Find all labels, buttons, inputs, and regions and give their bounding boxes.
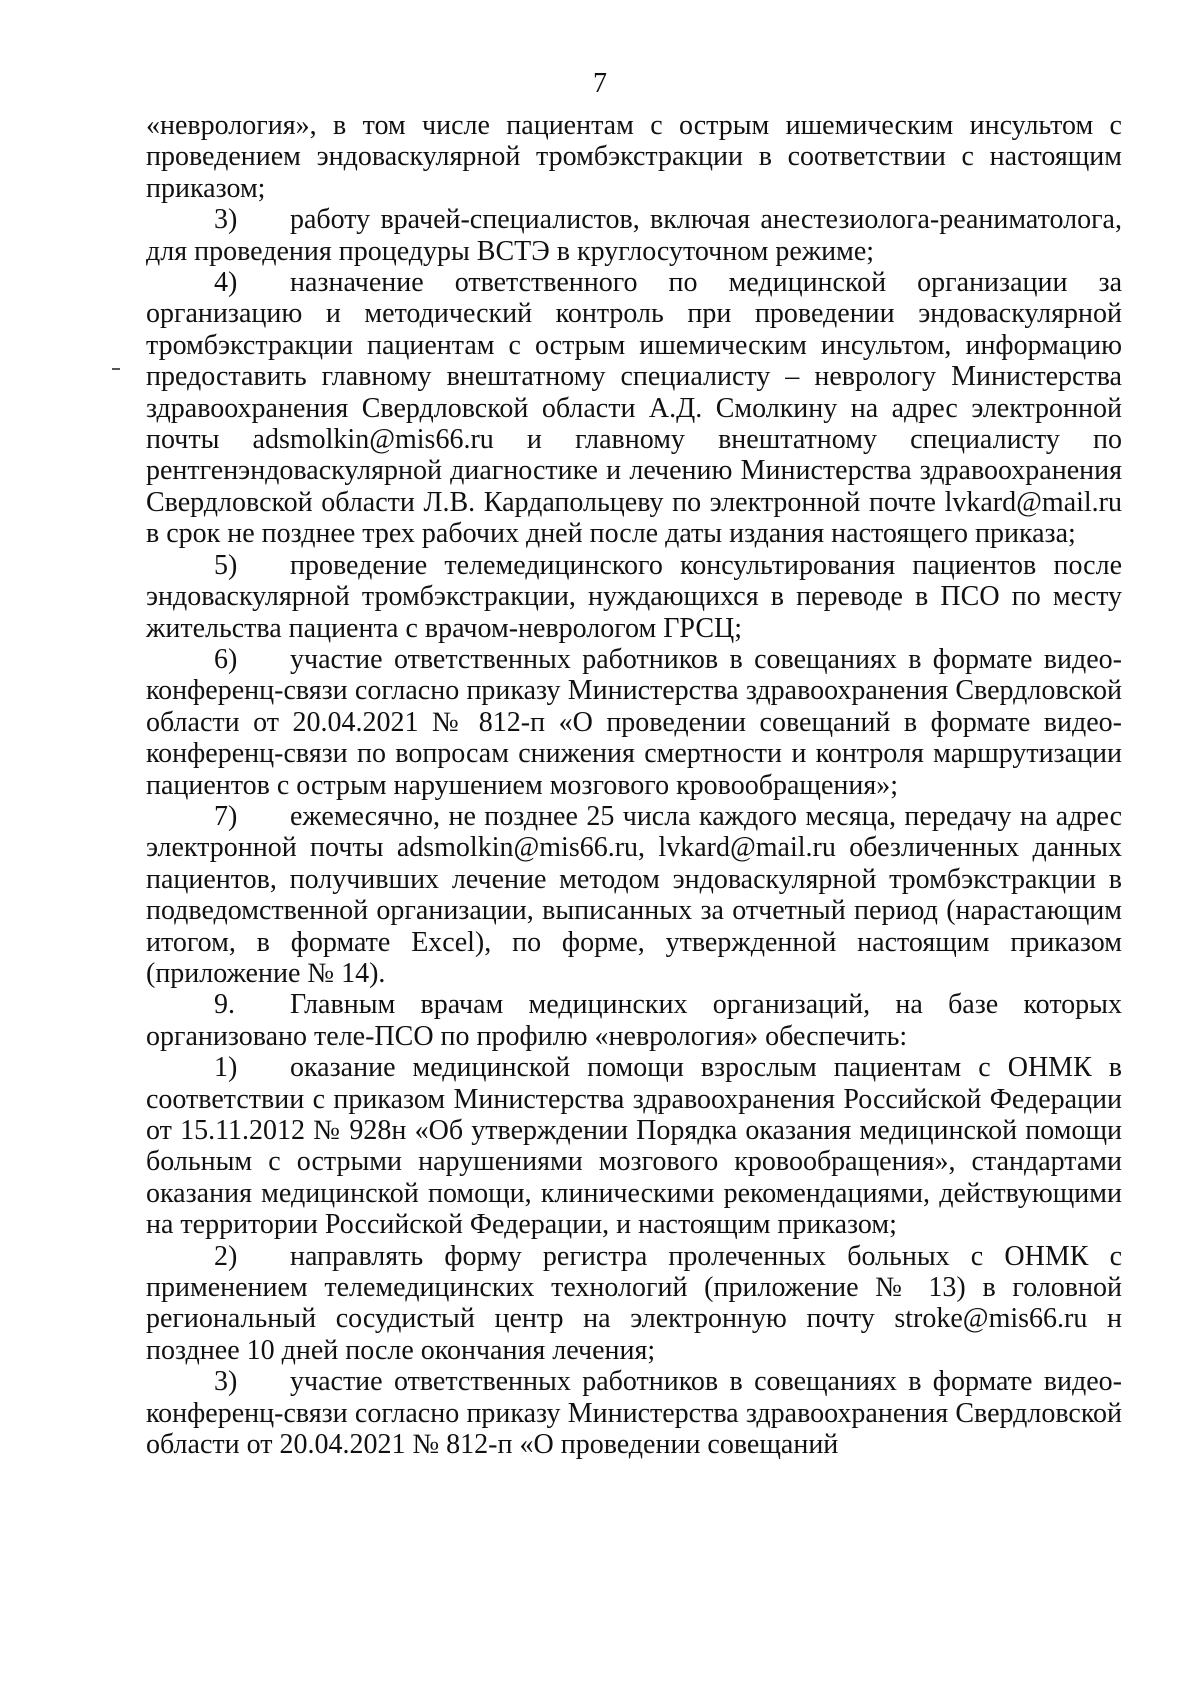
list-item-3b <box>146 1366 1122 1460</box>
paragraph-text: проведение телемедицинского консультирования пациентов после эндоваскулярной тромбэкстракции, нуждающихся в переводе в ПСО по месту жительства пациента с врачом-неврологом ГРСЦ; <box>146 549 1122 644</box>
paragraph-text: ежемесячно, не позднее 25 числа каждого месяца, передачу на адрес электронной почты adsmolkin@mis66.ru, lvkard@mail.ru обезличенных данных пациентов, получивших лечение методом эндоваскулярной тромбэкстракции в подведомственной организации, выписанных за отчетный период (нарастающим итогом, в формате Excel), по форме, утвержденной настоящим приказом (приложение № 14). <box>146 800 1122 989</box>
paragraph-text: «неврология», в том числе пациентам с острым ишемическим инсультом с проведением эндоваскулярной тромбэкстракции в соответствии с настоящим приказом; <box>146 110 1122 204</box>
list-item-number: 2) <box>214 1240 238 1272</box>
paragraph-text: работу врачей-специалистов, включая анестезиолога-реаниматолога, для проведения процедуры ВСТЭ в круглосуточном режиме; <box>146 204 1122 267</box>
list-item-number: 5) <box>214 549 238 581</box>
paragraph-text: назначение ответственного по медицинской организации за организацию и методический контроль при проведении эндоваскулярной тромбэкстракции пациентам с острым ишемическим инсультом, информацию предоставить главному внештатному специалисту – неврологу Министерства здравоохранения Свердловской области А.Д. Смолкину на адрес электронной почты adsmolkin@mis66.ru и главному внештатному специалисту по рентгенэндоваскулярной диагностике и лечению Министерства здравоохранения Свердловской области Л.В. Кардапольцеву по электронной почте lvkard@mail.ru в срок не позднее трех рабочих дней после даты издания настоящего приказа; <box>146 267 1122 550</box>
section-number: 9. <box>214 989 235 1021</box>
list-item-number: 3) <box>214 1366 238 1398</box>
paragraph-text: участие ответственных работников в совещаниях в формате видео-конференц-связи согласно приказу Министерства здравоохранения Свердловской области от 20.04.2021 № 812-п «О проведении совещаний <box>146 1366 1122 1461</box>
list-item-number: 1) <box>214 1052 238 1084</box>
margin-mark <box>112 368 120 370</box>
list-item-2 <box>146 1241 1122 1367</box>
paragraph-text: Главным врачам медицинских организаций, на базе которых организовано теле-ПСО по профилю «неврология» обеспечить: <box>146 989 1122 1052</box>
document-body <box>146 110 1122 1460</box>
page-number: 7 <box>593 68 607 99</box>
list-item-number: 4) <box>214 267 238 299</box>
list-item-number: 6) <box>214 643 238 675</box>
paragraph-text: направлять форму регистра пролеченных больных с ОНМК с применением телемедицинских технологий (приложение № 13) в головной региональный сосудистый центр на электронную почту stroke@mis66.ru н позднее 10 дней после окончания лечения; <box>146 1240 1122 1366</box>
paragraph-text: участие ответственных работников в совещаниях в формате видео-конференц-связи согласно приказу Министерства здравоохранения Свердловской области от 20.04.2021 № 812-п «О проведении совещаний в формате видео-конференц-связи по вопросам снижения смертности и контроля маршрутизации пациентов с острым нарушением мозгового кровообращения»; <box>146 643 1122 801</box>
paragraph-text: оказание медицинской помощи взрослым пациентам с ОНМК в соответствии с приказом Министерства здравоохранения Российской Федерации от 15.11.2012 № 928н «Об утверждении Порядка оказания медицинской помощи больным с острыми нарушениями мозгового кровообращения», стандартами оказания медицинской помощи, клиническими рекомендациями, действующими на территории Российской Федерации, и настоящим приказом; <box>146 1052 1122 1241</box>
list-item-7 <box>146 801 1122 989</box>
list-item-number: 7) <box>214 800 238 832</box>
list-item-5 <box>146 550 1122 644</box>
list-item-3 <box>146 204 1122 267</box>
paragraph-continuation <box>146 110 1122 204</box>
list-item-4 <box>146 267 1122 550</box>
section-9 <box>146 989 1122 1052</box>
list-item-6 <box>146 644 1122 801</box>
list-item-number: 3) <box>214 204 238 236</box>
list-item-1 <box>146 1052 1122 1240</box>
